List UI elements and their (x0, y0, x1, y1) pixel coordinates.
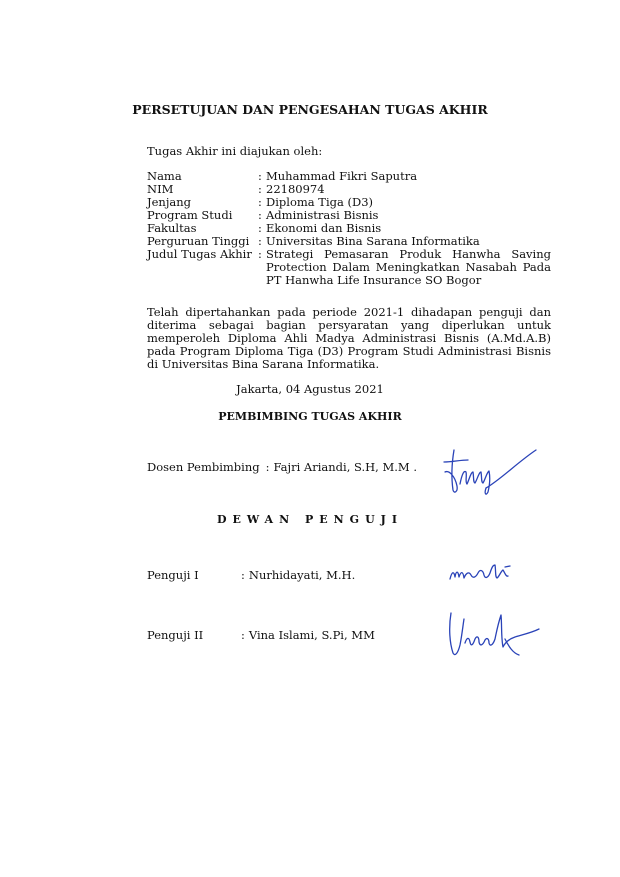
examiner-name: Vina Islami, S.Pi, MM (248, 628, 375, 642)
examiner-label: Penguji I (147, 568, 199, 582)
defense-statement: Telah dipertahankan pada periode 2021-1 dihadapan penguji dan diterima sebagai bagian persyaratan yang diperlukan untuk memperoleh Diploma Ahli Madya Administrasi Bisnis (A.Md.A.B) pada Program Diploma Tiga (D3) Program Studi Administrasi Bisnis di Universitas Bina Sarana Informatika. (147, 305, 551, 371)
info-colon: : (258, 221, 262, 235)
advisor-signature (440, 440, 550, 498)
info-label: NIM (147, 182, 174, 196)
info-label: Fakultas (147, 221, 197, 235)
info-value: Strategi Pemasaran Produk Hanwha Saving Protection Dalam Meningkatkan Nasabah Pada PT Hanwha Life Insurance SO Bogor (266, 247, 551, 287)
advisor-heading: PEMBIMBING TUGAS AKHIR (218, 410, 402, 423)
advisor-label: Dosen Pembimbing (147, 460, 260, 474)
info-label: Jenjang (147, 195, 192, 209)
info-row-thesis-title (147, 248, 551, 287)
info-colon: : (258, 169, 262, 183)
examiner-colon: : (241, 628, 245, 642)
examiner-1-signature (447, 561, 523, 587)
info-label: Judul Tugas Akhir (147, 247, 252, 261)
document-title: PERSETUJUAN DAN PENGESAHAN TUGAS AKHIR (132, 102, 488, 117)
advisor-row (147, 461, 417, 474)
info-value: Administrasi Bisnis (266, 208, 379, 222)
advisor-name: Fajri Ariandi, S.H, M.M . (273, 460, 418, 474)
info-value: Universitas Bina Sarana Informatika (266, 234, 480, 248)
info-value: Muhammad Fikri Saputra (266, 169, 418, 183)
info-label: Nama (147, 169, 182, 183)
info-colon: : (258, 247, 262, 261)
student-info-table (147, 170, 551, 287)
info-label: Program Studi (147, 208, 233, 222)
info-colon: : (258, 182, 262, 196)
info-row-name (147, 170, 551, 183)
info-colon: : (258, 208, 262, 222)
examiner-label: Penguji II (147, 628, 204, 642)
info-value: Diploma Tiga (D3) (266, 195, 374, 209)
examiner-row-2 (147, 629, 375, 642)
info-colon: : (258, 234, 262, 248)
intro-text: Tugas Akhir ini diajukan oleh: (147, 144, 323, 158)
examiner-name: Nurhidayati, M.H. (248, 568, 356, 582)
examiner-colon: : (241, 568, 245, 582)
advisor-colon: : (265, 460, 270, 474)
info-colon: : (258, 195, 262, 209)
info-value: Ekonomi dan Bisnis (266, 221, 382, 235)
board-heading: DEWAN PENGUJI (216, 513, 404, 526)
place-date: Jakarta, 04 Agustus 2021 (236, 382, 384, 396)
examiner-row-1 (147, 569, 355, 582)
info-value: 22180974 (266, 182, 325, 196)
info-label: Perguruan Tinggi (147, 234, 250, 248)
examiner-2-signature (443, 609, 549, 659)
